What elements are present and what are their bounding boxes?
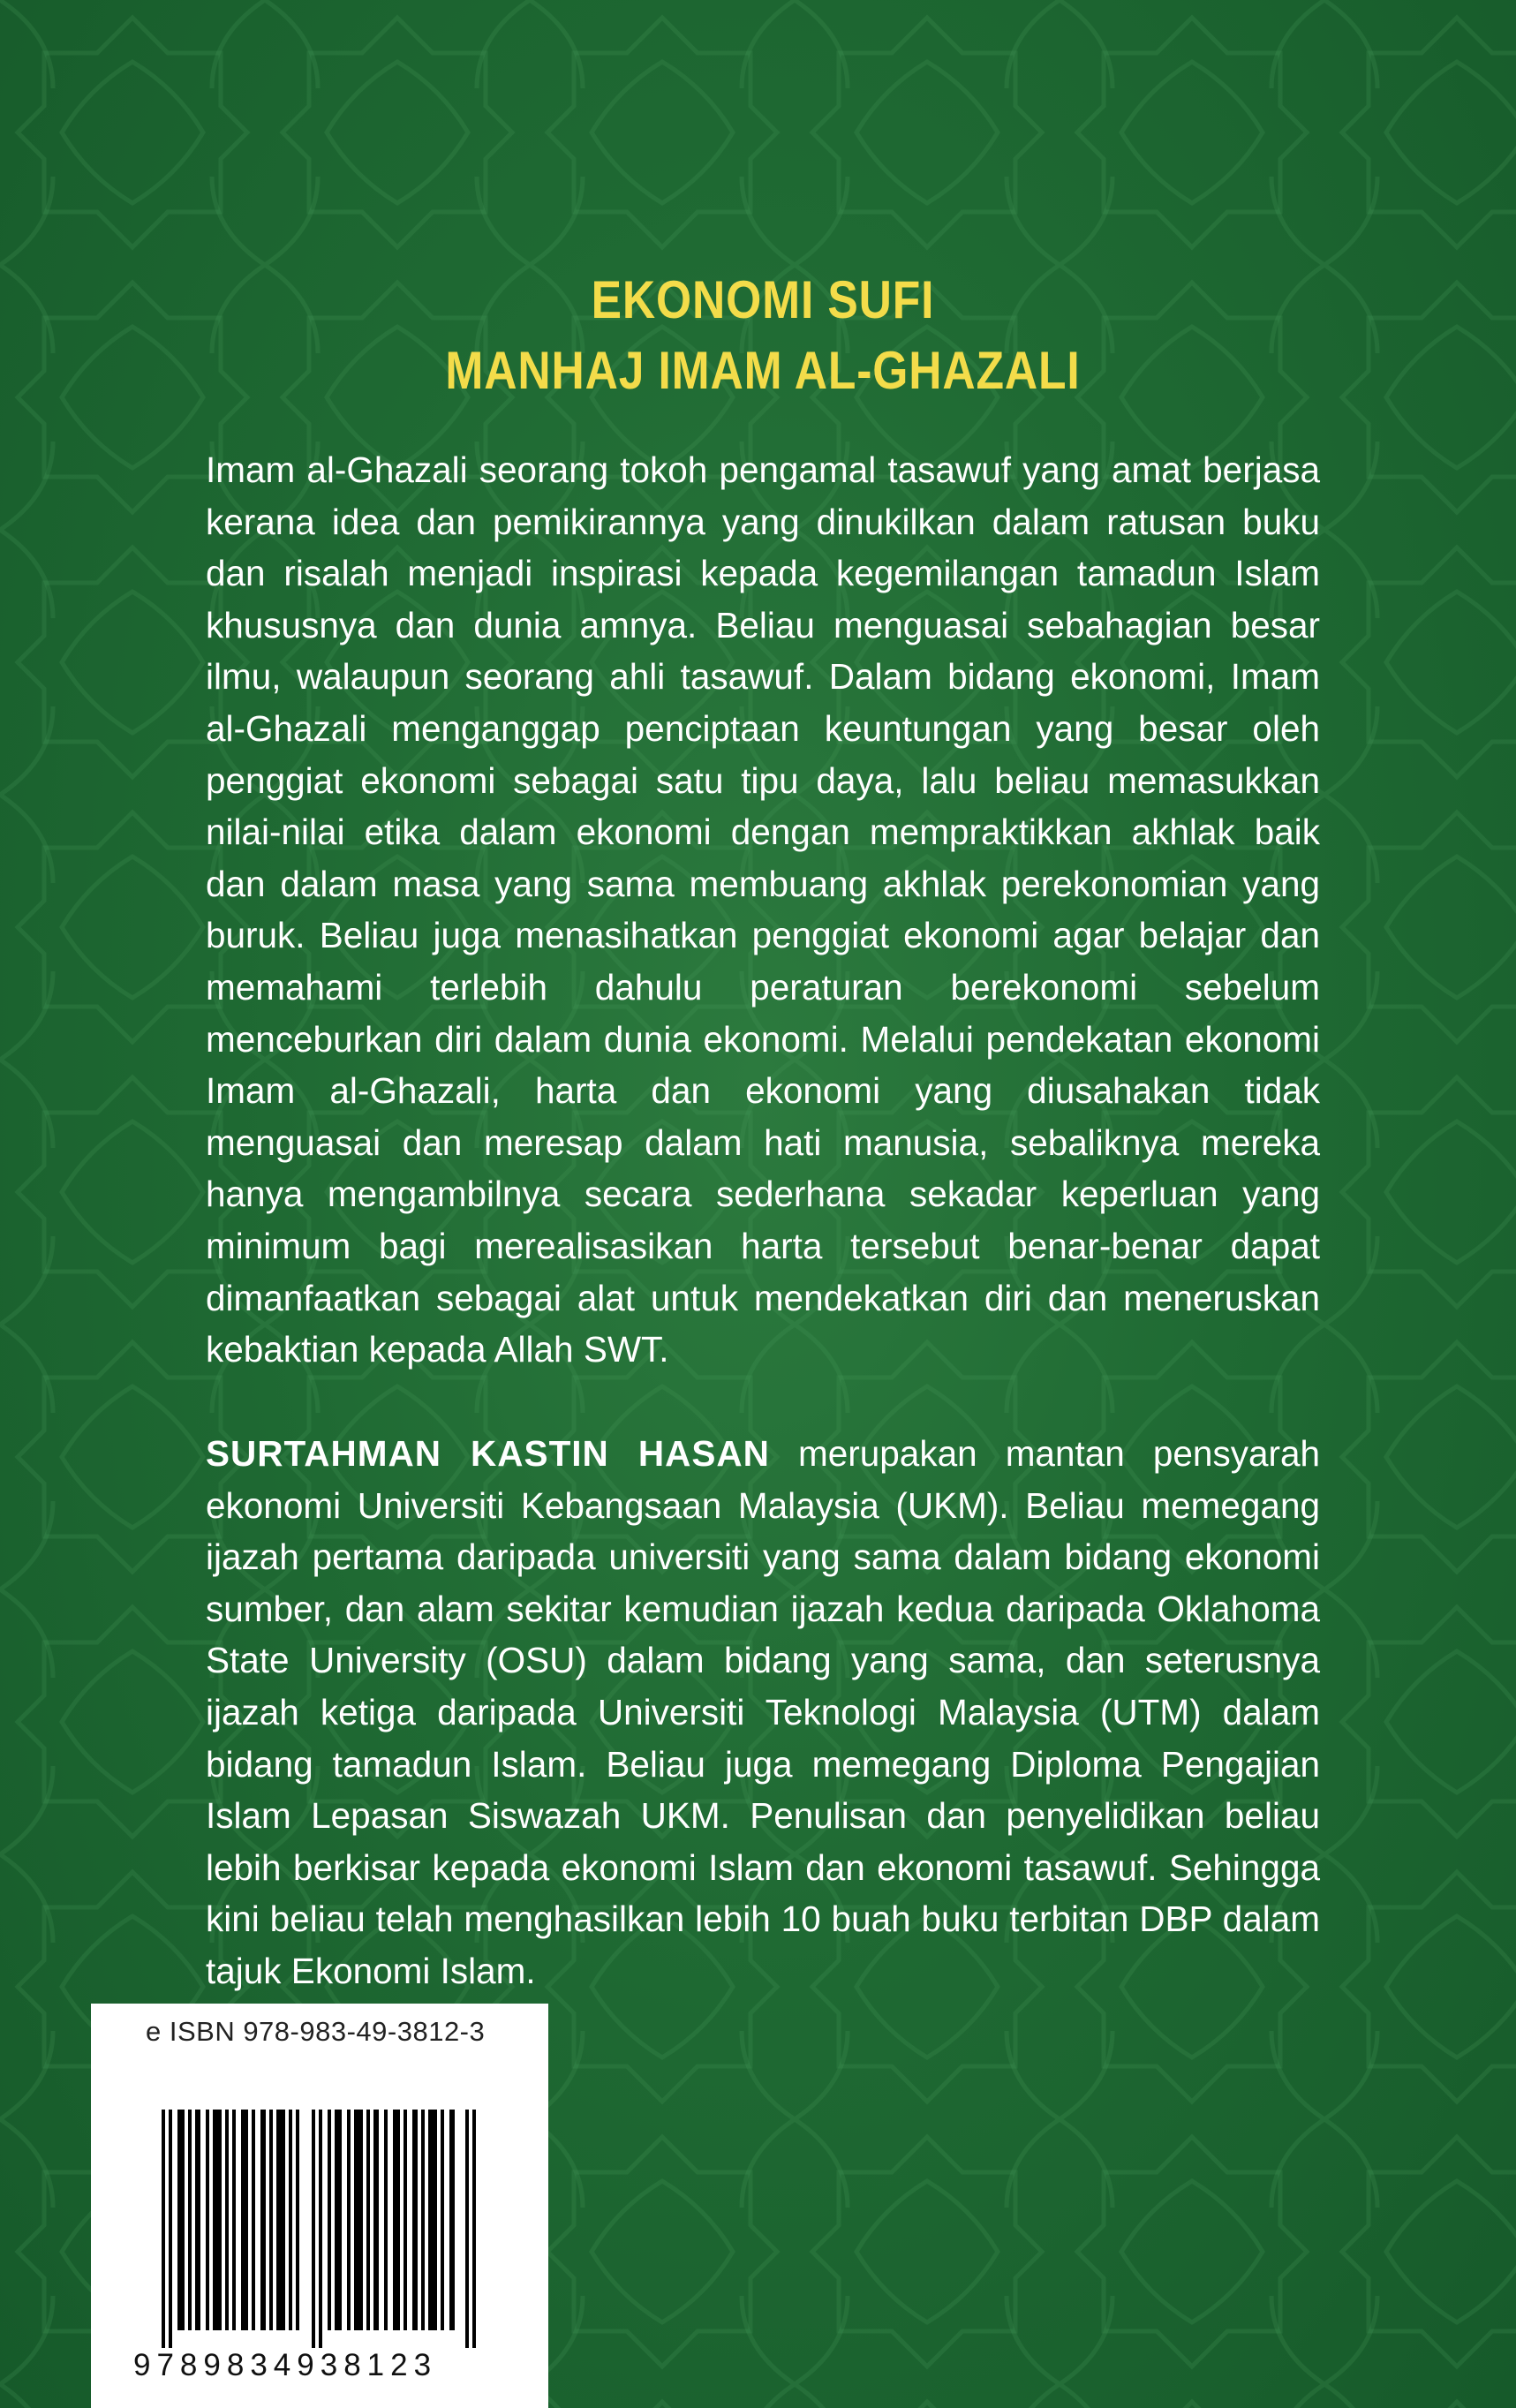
- barcode-image: [162, 2110, 479, 2348]
- barcode-panel: [91, 2004, 548, 2408]
- author-biography: [206, 1428, 1320, 1997]
- isbn-label: e ISBN 978-983-49-3812-3: [146, 2016, 486, 2047]
- barcode-digits: 9789834938123: [133, 2348, 438, 2382]
- author-name: SURTAHMAN KASTIN HASAN: [206, 1433, 770, 1474]
- book-title-line-1: EKONOMI SUFI: [591, 270, 935, 329]
- book-description: Imam al-Ghazali seorang tokoh pengamal tasawuf yang amat berjasa kerana idea dan pemikirannya yang dinukilkan dalam ratusan buku dan risalah menjadi inspirasi kepada kegemilangan tamadun Islam khususnya dan dunia amnya. Beliau menguasai sebahagian besar ilmu, walaupun seorang ahli tasawuf. Dalam bidang ekonomi, Imam al-Ghazali menganggap penciptaan keuntungan yang besar oleh penggiat ekonomi sebagai satu tipu daya, lalu beliau memasukkan nilai-nilai etika dalam ekonomi dengan mempraktikkan akhlak baik dan dalam masa yang sama membuang akhlak perekonomian yang buruk. Beliau juga menasihatkan penggiat ekonomi agar belajar dan memahami terlebih dahulu peraturan berekonomi sebelum menceburkan diri dalam dunia ekonomi. Melalui pendekatan ekonomi Imam al-Ghazali, harta dan ekonomi yang diusahakan tidak menguasai dan meresap dalam hati manusia, sebaliknya mereka hanya mengambilnya secara sederhana sekadar keperluan yang minimum bagi merealisasikan harta tersebut benar-benar dapat dimanfaatkan sebagai alat untuk mendekatkan diri dan meneruskan kebaktian kepada Allah SWT.: [206, 449, 1320, 1370]
- title-block: [206, 265, 1320, 406]
- author-bio-text: merupakan mantan pensyarah ekonomi Universiti Kebangsaan Malaysia (UKM). Beliau memegang ijazah pertama daripada universiti yang sama dalam bidang ekonomi sumber, dan alam sekitar kemudian ijazah kedua daripada Oklahoma State University (OSU) dalam bidang yang sama, dan seterusnya ijazah ketiga daripada Universiti Teknologi Malaysia (UTM) dalam bidang tamadun Islam. Beliau juga memegang Diploma Pengajian Islam Lepasan Siswazah UKM. Penulisan dan penyelidikan beliau lebih berkisar kepada ekonomi Islam dan ekonomi tasawuf. Sehingga kini beliau telah menghasilkan lebih 10 buah buku terbitan DBP dalam tajuk Ekonomi Islam.: [206, 1433, 1321, 1991]
- book-title-line-2: MANHAJ IMAM AL-GHAZALI: [445, 341, 1081, 400]
